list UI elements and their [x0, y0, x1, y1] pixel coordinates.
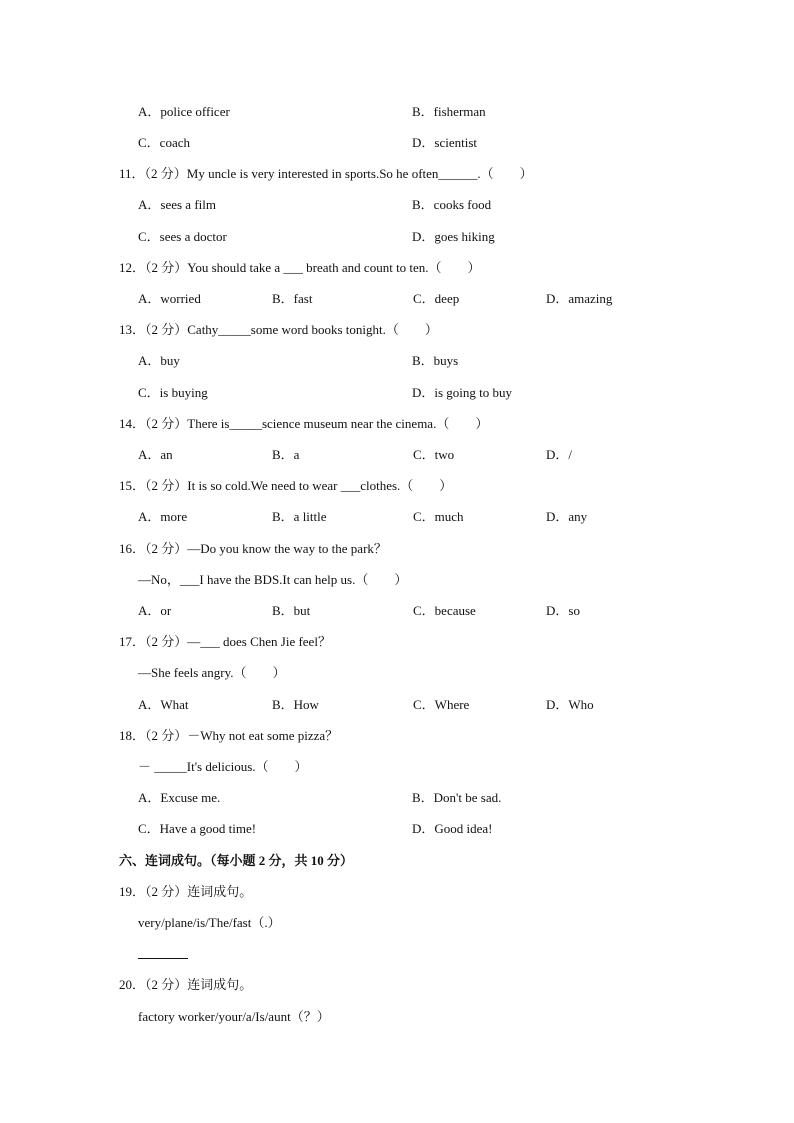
q18-option-b: B．Don't be sad.: [412, 790, 502, 805]
question-11-stem: 11．（2 分）My uncle is very interested in sports.So he often______.（ ）: [119, 166, 533, 181]
q14-option-c: C．two: [413, 447, 455, 462]
question-16-stem: 16．（2 分）—Do you know the way to the park？: [119, 541, 387, 556]
q17-option-b: B．How: [272, 697, 319, 712]
q12-option-a: A．worried: [138, 291, 201, 306]
q13-option-d: D．is going to buy: [412, 385, 513, 400]
question-20-stem: 20．（2 分）连词成句。: [119, 977, 253, 992]
q18-option-c: C．Have a good time!: [138, 821, 257, 836]
question-19-answer-line[interactable]: [138, 958, 188, 959]
q12-option-d: D．amazing: [546, 291, 613, 306]
q15-option-d: D．any: [546, 509, 588, 524]
q13-option-c: C．is buying: [138, 385, 208, 400]
q17-option-d: D．Who: [546, 697, 594, 712]
q14-option-a: A．an: [138, 447, 173, 462]
q11-option-a: A．sees a film: [138, 197, 216, 212]
q12-option-b: B．fast: [272, 291, 313, 306]
question-18-line2: － _____It's delicious.（ ）: [138, 759, 308, 774]
q15-option-a: A．more: [138, 509, 188, 524]
q16-option-b: B．but: [272, 603, 311, 618]
question-19-words: very/plane/is/The/fast（.）: [138, 915, 281, 930]
q16-option-a: A．or: [138, 603, 172, 618]
q16-option-d: D．so: [546, 603, 580, 618]
q10-option-c: C．coach: [138, 135, 190, 150]
question-18-stem: 18．（2 分）－Why not eat some pizza？: [119, 728, 339, 743]
q14-option-d: D．/: [546, 447, 573, 462]
q13-option-a: A．buy: [138, 353, 180, 368]
q10-option-b: B．fisherman: [412, 104, 486, 119]
q11-option-c: C．sees a doctor: [138, 229, 227, 244]
question-17-line2: —She feels angry.（ ）: [138, 665, 286, 680]
question-14-stem: 14．（2 分）There is_____science museum near the cinema.（ ）: [119, 416, 489, 431]
question-19-stem: 19．（2 分）连词成句。: [119, 884, 253, 899]
q15-option-c: C．much: [413, 509, 464, 524]
question-13-stem: 13．（2 分）Cathy_____some word books tonight.（ ）: [119, 322, 438, 337]
q11-option-d: D．goes hiking: [412, 229, 495, 244]
question-16-line2: —No，___I have the BDS.It can help us.（ ）: [138, 572, 408, 587]
q16-option-c: C．because: [413, 603, 476, 618]
q17-option-c: C．Where: [413, 697, 470, 712]
q17-option-a: A．What: [138, 697, 189, 712]
q10-option-a: A．police officer: [138, 104, 230, 119]
q18-option-a: A．Excuse me.: [138, 790, 221, 805]
q13-option-b: B．buys: [412, 353, 459, 368]
section-6-title: 六、连词成句。（每小题 2 分，共 10 分）: [119, 853, 354, 868]
q18-option-d: D．Good idea!: [412, 821, 493, 836]
question-15-stem: 15．（2 分）It is so cold.We need to wear ___clothes.（ ）: [119, 478, 453, 493]
q15-option-b: B．a little: [272, 509, 327, 524]
q14-option-b: B．a: [272, 447, 300, 462]
question-12-stem: 12．（2 分）You should take a ___ breath and count to ten.（ ）: [119, 260, 481, 275]
q10-option-d: D．scientist: [412, 135, 477, 150]
question-17-stem: 17．（2 分）—___ does Chen Jie feel？: [119, 634, 331, 649]
question-20-words: factory worker/your/a/Is/aunt（？）: [138, 1009, 330, 1024]
q12-option-c: C．deep: [413, 291, 460, 306]
q11-option-b: B．cooks food: [412, 197, 492, 212]
